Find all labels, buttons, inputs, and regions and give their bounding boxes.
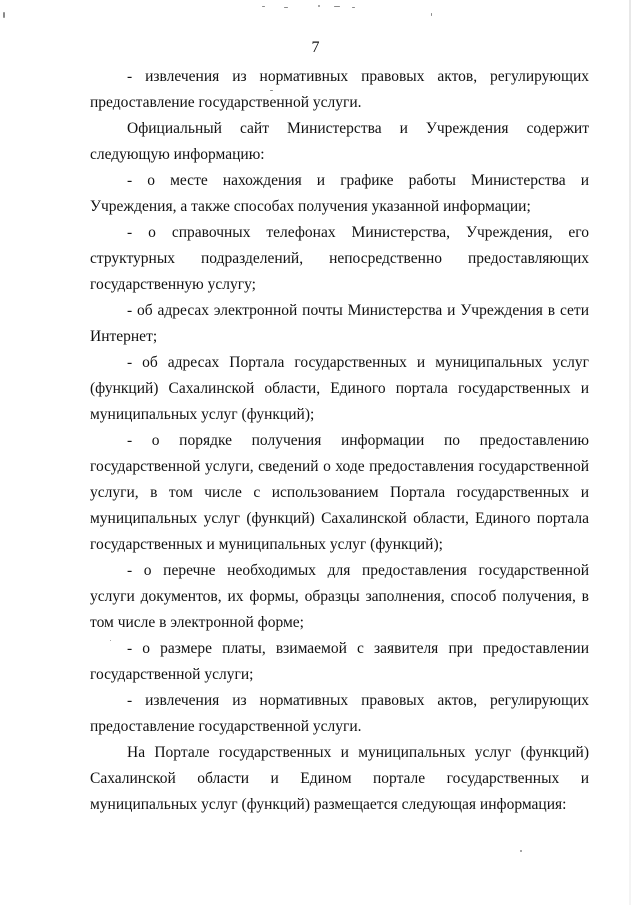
- scan-artifact: [318, 5, 320, 7]
- paragraph: - об адресах электронной почты Министерства и Учреждения в сети Интернет;: [90, 302, 589, 345]
- page-number: 7: [311, 39, 320, 56]
- scan-artifact: [352, 7, 355, 8]
- scan-artifact: [334, 6, 340, 7]
- paragraph: - извлечения из нормативных правовых актов, регулирующих предоставление государственной услуги.: [90, 68, 589, 111]
- paragraph: - об адресах Портала государственных и муниципальных услуг (функций) Сахалинской области, Единого портала государственных и муниципальных услуг (функций);: [90, 354, 589, 423]
- paragraph: - о размере платы, взимаемой с заявителя при предоставлении государственной услуги;: [90, 640, 589, 683]
- paragraph: - о перечне необходимых для предоставления государственной услуги документов, их формы, образцы заполнения, способ получения, в том числе в электронной форме;: [90, 562, 589, 631]
- paragraph: - о месте нахождения и графике работы Министерства и Учреждения, а также способах получения указанной информации;: [90, 172, 589, 215]
- paragraph: - о порядке получения информации по предоставлению государственной услуги, сведений о ходе предоставления государственной услуги, в том числе с использованием Портала государственных и муниципальных услуг (функций) Сахалинской области, Единого портала государственных и муниципальных услуг (функций);: [90, 432, 589, 553]
- scan-artifact: [262, 6, 265, 7]
- body-text: [90, 64, 589, 818]
- paragraph: На Портале государственных и муниципальных услуг (функций) Сахалинской области и Едином портале государственных и муниципальных услуг (функций) размещается следующая информация:: [90, 744, 589, 813]
- paragraph: - извлечения из нормативных правовых актов, регулирующих предоставление государственной услуги.: [90, 692, 589, 735]
- scan-artifact: [284, 7, 288, 8]
- paragraph: Официальный сайт Министерства и Учреждения содержит следующую информацию:: [90, 120, 589, 163]
- paragraph: - о справочных телефонах Министерства, Учреждения, его структурных подразделений, непосредственно предоставляющих государственную услугу;: [90, 224, 589, 293]
- scan-artifact: [431, 13, 432, 16]
- scan-artifact: [3, 12, 5, 18]
- scan-artifact: [520, 850, 522, 852]
